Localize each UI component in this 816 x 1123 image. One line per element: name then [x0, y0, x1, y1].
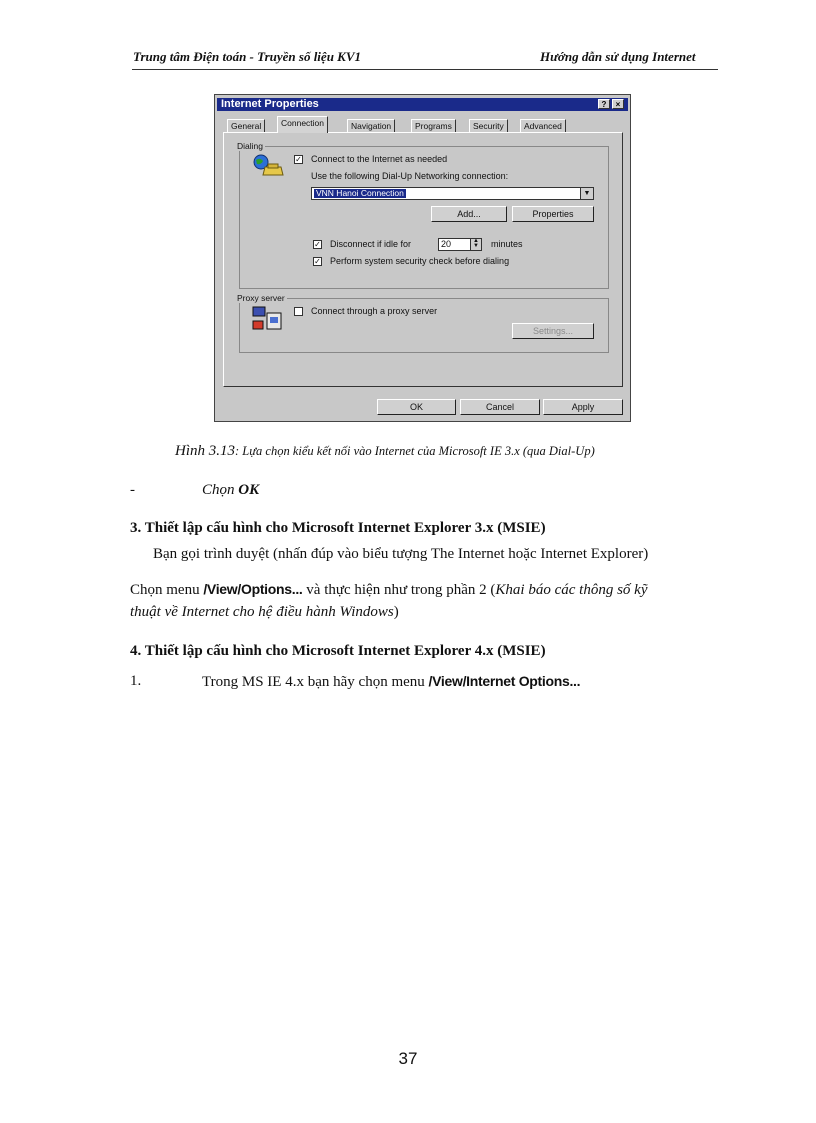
dialog-title: Internet Properties: [221, 98, 319, 110]
add-button[interactable]: Add...: [431, 206, 507, 222]
section4-title: 4. Thiết lập cấu hình cho Microsoft Internet Explorer 4.x (MSIE): [130, 643, 546, 659]
tab-general[interactable]: General: [227, 119, 265, 133]
proxy-label: Connect through a proxy server: [311, 306, 438, 316]
ok-button[interactable]: OK: [377, 399, 456, 415]
step-bold: OK: [238, 482, 260, 498]
minutes-label: minutes: [491, 239, 523, 249]
connect-as-needed-label: Connect to the Internet as needed: [311, 154, 448, 164]
security-check-checkbox[interactable]: ✓: [314, 257, 321, 266]
tab-connection[interactable]: Connection: [277, 116, 328, 133]
dialog-title-bar: [217, 98, 628, 111]
figure-caption: [175, 443, 595, 460]
chevron-down-icon[interactable]: ▼: [580, 188, 593, 199]
idle-spinner-icon[interactable]: ▲ ▼: [470, 238, 482, 251]
proxy-group-label: Proxy server: [237, 293, 285, 303]
step-prefix: Chọn: [202, 482, 239, 498]
header-left: Trung tâm Điện toán - Truyền số liệu KV1: [133, 49, 362, 64]
disconnect-idle-label: Disconnect if idle for: [330, 239, 412, 249]
caption-text: : Lựa chọn kiểu kết nối vào Internet của Microsoft IE 3.x (qua Dial-Up): [235, 444, 595, 458]
dialup-connection-select[interactable]: [311, 187, 594, 200]
section3-title: 3. Thiết lập cấu hình cho Microsoft Internet Explorer 3.x (MSIE): [130, 520, 546, 536]
section4-item-num: 1.: [130, 673, 142, 689]
section3-para2-end: ): [393, 604, 399, 620]
section4-item-text: Trong MS IE 4.x bạn hãy chọn menu: [202, 674, 429, 690]
step-text: [202, 482, 259, 499]
close-icon[interactable]: ×: [612, 99, 624, 109]
apply-button[interactable]: Apply: [543, 399, 623, 415]
section3-para2-a: Chọn menu: [130, 582, 204, 598]
header-right: Hướng dẫn sử dụng Internet: [540, 49, 696, 64]
section4-item: [202, 673, 580, 691]
tab-advanced[interactable]: Advanced: [520, 119, 566, 133]
security-check-label: Perform system security check before dialing: [330, 256, 510, 266]
tab-programs[interactable]: Programs: [411, 119, 456, 133]
help-icon[interactable]: ?: [598, 99, 610, 109]
section3-para2-italic1: Khai báo các thông số kỹ: [495, 582, 648, 598]
section3-para2-line2: [130, 604, 399, 621]
tab-navigation[interactable]: Navigation: [347, 119, 395, 133]
dialup-phone-icon: [251, 153, 285, 179]
page-number: 37: [398, 1049, 418, 1068]
proxy-checkbox[interactable]: [294, 307, 303, 316]
properties-button[interactable]: Properties: [512, 206, 594, 222]
view-options-menu: /View/Options...: [203, 581, 303, 597]
header-rule: [132, 69, 718, 70]
caption-figure-number: Hình 3.13: [175, 443, 235, 459]
section3-para2-italic2: thuật về Internet cho hệ điều hành Windows: [130, 604, 394, 620]
proxy-server-icon: [251, 305, 285, 331]
disconnect-idle-checkbox[interactable]: ✓: [314, 240, 321, 249]
dialing-group-label: Dialing: [237, 141, 263, 151]
cancel-button[interactable]: Cancel: [460, 399, 540, 415]
internet-options-menu: /View/Internet Options...: [428, 673, 581, 689]
dialup-connection-value: VNN Hanoi Connection: [316, 188, 404, 198]
section3-para2: [130, 581, 718, 599]
settings-button[interactable]: Settings...: [512, 323, 594, 339]
step-dash: -: [130, 482, 135, 498]
internet-properties-dialog: [214, 94, 631, 422]
section3-line1: Bạn gọi trình duyệt (nhấn đúp vào biểu tượng The Internet hoặc Internet Explorer): [153, 546, 649, 562]
connect-as-needed-checkbox[interactable]: ✓: [295, 155, 302, 164]
tab-security[interactable]: Security: [469, 119, 508, 133]
section3-para2-b: và thực hiện như trong phần 2 (: [302, 582, 496, 598]
idle-minutes-input[interactable]: 20: [438, 238, 478, 251]
use-following-label: Use the following Dial-Up Networking connection:: [311, 171, 509, 181]
